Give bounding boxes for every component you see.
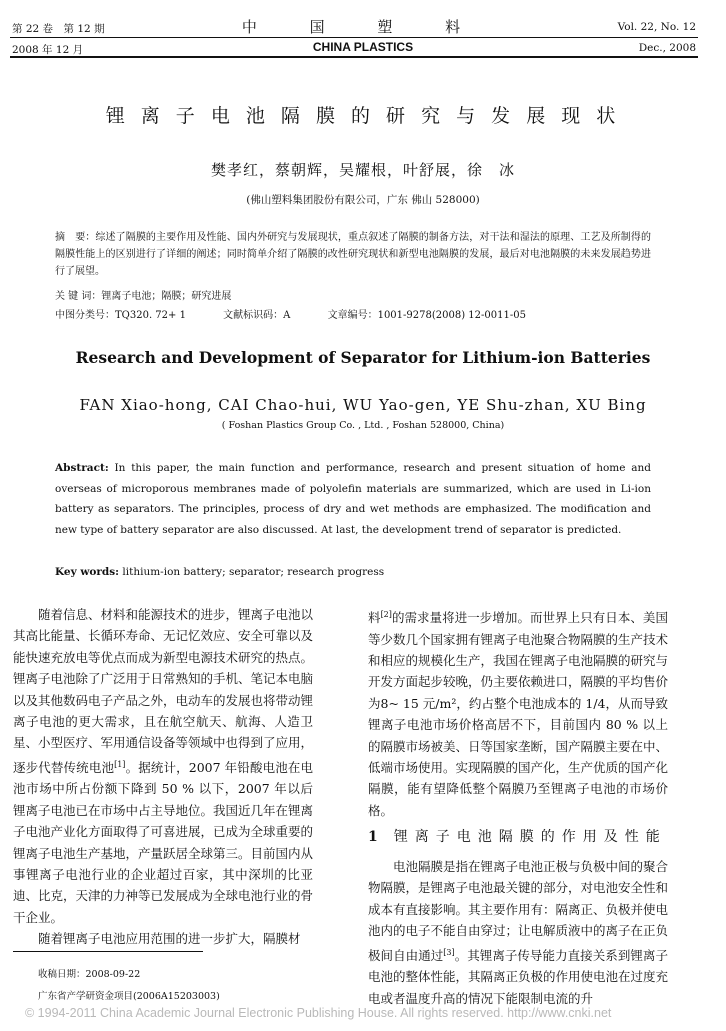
copyright-watermark: © 1994-2011 China Academic Journal Electronic Publishing House. All rights reserved. http://www.cnki.net bbox=[25, 1006, 612, 1020]
paper-title-cn: 锂 离 子 电 池 隔 膜 的 研 究 与 发 展 现 状 bbox=[105, 105, 621, 127]
body-right-column bbox=[368, 604, 668, 821]
body-text: 料 bbox=[368, 610, 381, 626]
section-title: 锂离子电池隔膜的作用及性能 bbox=[393, 829, 667, 845]
authors-cn: 樊孝红，蔡朝辉，吴耀根，叶舒展，徐 冰 bbox=[210, 161, 515, 179]
section-heading bbox=[368, 826, 667, 846]
affiliation-cn: (佛山塑料集团股份有限公司，广东 佛山 528000) bbox=[246, 194, 480, 206]
article-id: 文章编号：1001-9278(2008) 12-0011-05 bbox=[327, 310, 526, 321]
footnote-received: 收稿日期：2008-09-22 bbox=[38, 969, 141, 980]
body-text: 的需求量将进一步增加。而世界上只有日本、美国等少数几个国家拥有锂离子电池聚合物隔膜的生产技术和相应的规模化生产，我国在锂离子电池隔膜的研究与开发方面起步较晚，仍主要依赖进口，隔膜的平均售价为8~ 15 元/m²，约占整个电池成本的 1/4，从而导致锂离子电池市场价格高居不下，目前国内 80 % 以上的隔膜市场被美、日等国家垄断，国产隔膜主要在中、低端市场使用。实现隔膜的国产化，生产优质的国产化隔膜，能有望降低整个隔膜乃至锂离子电池的市场价格。 bbox=[368, 610, 669, 818]
footnote-rule bbox=[13, 951, 203, 952]
reference-link[interactable]: [3] bbox=[443, 947, 455, 957]
footnote-fund: 广东省产学研资金项目(2006A15203003) bbox=[38, 991, 220, 1002]
body-paragraph bbox=[368, 604, 668, 821]
reference-link[interactable]: [1] bbox=[114, 759, 126, 769]
date-cn: 2008 年 12 月 bbox=[12, 44, 84, 56]
journal-name-en: CHINA PLASTICS bbox=[312, 40, 414, 54]
body-text: 电池隔膜是指在锂离子电池正极与负极中间的聚合物隔膜，是锂离子电池最关键的部分，对电池安全性和成本有直接影响。其主要作用有：隔离正、负极并使电池内的电子不能自由穿过；让电解质液中的离子在正负极间自由通过 bbox=[368, 859, 669, 963]
authors-en: FAN Xiao-hong, CAI Chao-hui, WU Yao-gen, YE Shu-zhan, XU Bing bbox=[79, 396, 647, 414]
body-text: 。其锂离子传导能力直接关系到锂离子电池的整体性能，其隔离正负极的作用使电池在过度充电或者温度升高的情况下能限制电流的升 bbox=[368, 947, 669, 1006]
date-en: Dec., 2008 bbox=[638, 42, 696, 54]
journal-name-cn: 中 国 塑 料 bbox=[241, 18, 485, 36]
header-rule-top bbox=[10, 37, 698, 38]
document-code: 文献标识码：A bbox=[223, 310, 291, 321]
header-rule-bottom bbox=[10, 56, 698, 58]
volume-issue-cn: 第 22 卷 第 12 期 bbox=[12, 23, 105, 35]
body-left-column bbox=[13, 604, 313, 950]
keywords-en-label: Key words: bbox=[55, 566, 120, 578]
volume-issue-en: Vol. 22, No. 12 bbox=[617, 21, 696, 33]
abstract-en-text: In this paper, the main function and performance, research and present situation of home and overseas of microporous membranes made of polyolefin materials are summarized, which are used in Li-ion battery as separators. The principles, process of dry and wet methods are emphasized. The modification and new type of battery separator are also discussed. At last, the development trend of separator is predicted. bbox=[55, 462, 651, 536]
abstract-cn: 摘 要：综述了隔膜的主要作用及性能、国内外研究与发展现状，重点叙述了隔膜的制备方法，对干法和湿法的原理、工艺及所制得的隔膜性能上的区别进行了详细的阐述；同时简单介绍了隔膜的改性研究现状和新型电池隔膜的发展，最后对电池隔膜的未来发展趋势进行了展望。 bbox=[55, 232, 651, 277]
body-paragraph bbox=[13, 604, 313, 928]
body-text: 。据统计，2007 年铅酸电池在电池市场中所占份额下降到 50 % 以下，2007 年以后锂离子电池已在市场中占主导地位。我国近几年在锂离子电池产业化方面取得了可喜进展，已成为全球重要的锂离子电池生产基地，产量跃居全球第三。目前国内从事锂离子电池行业的企业超过百家，其中深圳的比亚迪、比克，天津的力神等已发展成为全球电池行业的骨干企业。 bbox=[13, 760, 314, 925]
clc-number: 中图分类号：TQ320. 72+ 1 bbox=[55, 310, 186, 321]
keywords-en-text: lithium-ion battery; separator; research progress bbox=[122, 566, 385, 578]
body-text: 随着信息、材料和能源技术的进步，锂离子电池以其高比能量、长循环寿命、无记忆效应、安全可靠以及能快速充放电等优点而成为新型电源技术研究的热点。锂离子电池除了广泛用于日常熟知的手机、笔记本电脑以及其他数码电子产品之外，电动车的发展也将带动锂离子电池的更大需求，且在航空航天、航海、人造卫星、小型医疗、军用通信设备等领域中也得到了应用，逐步代替传统电池 bbox=[13, 607, 314, 775]
body-paragraph bbox=[368, 856, 668, 1009]
keywords-cn: 关 键 词：锂离子电池；隔膜；研究进展 bbox=[55, 291, 232, 302]
affiliation-en: ( Foshan Plastics Group Co. , Ltd. , Foshan 528000, China) bbox=[221, 420, 505, 431]
abstract-en bbox=[55, 458, 651, 540]
classification-line bbox=[55, 306, 560, 321]
keywords-en bbox=[55, 566, 384, 578]
abstract-en-label: Abstract: bbox=[55, 462, 109, 474]
section-number: 1 bbox=[368, 829, 378, 845]
reference-link[interactable]: [2] bbox=[380, 610, 392, 619]
body-paragraph: 随着锂离子电池应用范围的进一步扩大，隔膜材 bbox=[38, 931, 301, 947]
body-right-column-2 bbox=[368, 856, 668, 1009]
paper-title-en: Research and Development of Separator for Lithium-ion Batteries bbox=[75, 348, 651, 367]
